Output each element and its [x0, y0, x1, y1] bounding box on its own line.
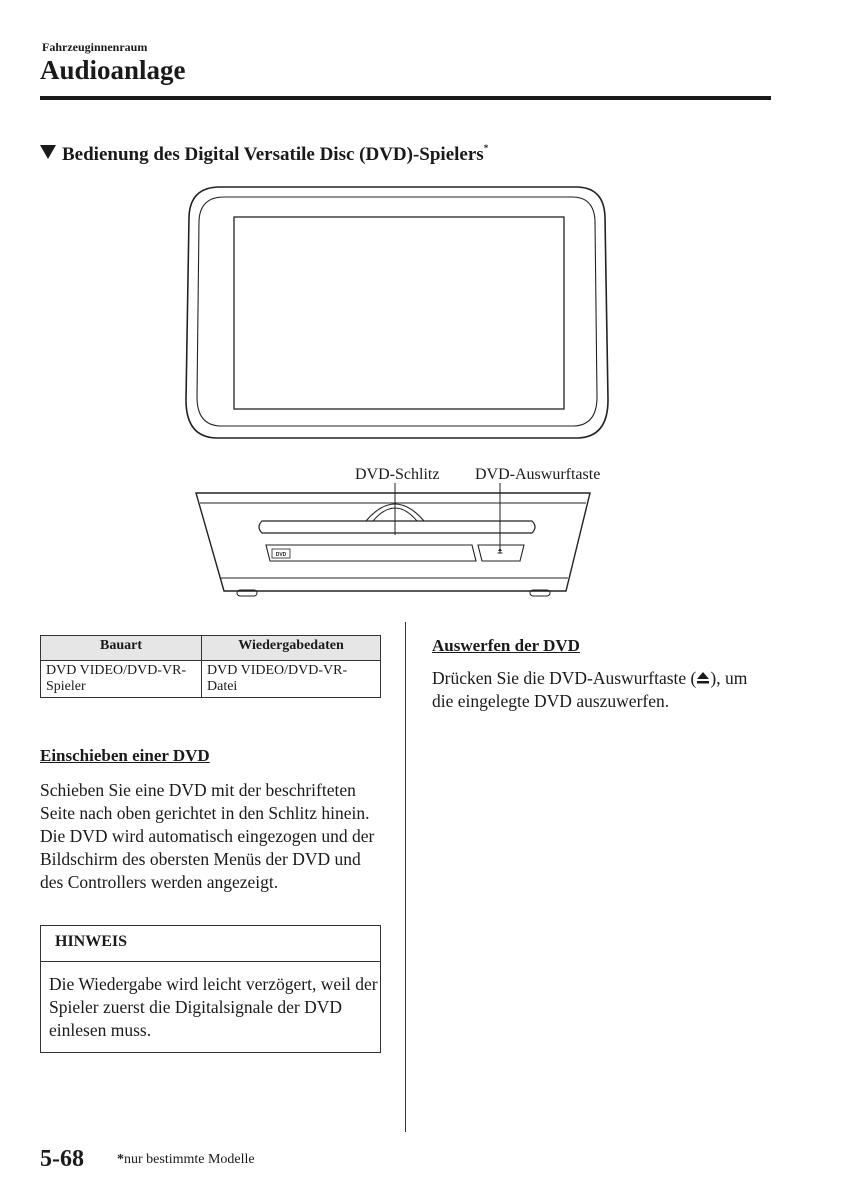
triangle-bullet-icon: [40, 145, 56, 159]
display-monitor: [186, 187, 608, 438]
dvd-unit: [196, 493, 590, 596]
table-header-cell: Wiedergabedaten: [202, 636, 381, 661]
eject-text-before: Drücken Sie die DVD-Auswurftaste (: [432, 668, 697, 688]
section-heading: [40, 143, 488, 166]
callout-dvd-slot: DVD-Schlitz: [355, 466, 440, 483]
spec-table: [40, 635, 381, 698]
insert-heading: Einschieben einer DVD: [40, 746, 210, 765]
table-cell: DVD VIDEO/DVD-VR-Datei: [202, 661, 381, 698]
insert-body: Schieben Sie eine DVD mit der beschrifteten Seite nach oben gerichtet in den Schlitz hinein. Die DVD wird automatisch eingezogen und der Bildschirm des obersten Menüs der DVD und des Controllers werden angezeigt.: [40, 780, 375, 892]
dvd-logo-text: DVD: [275, 552, 287, 558]
eject-icon: [498, 548, 502, 551]
section-label: Fahrzeuginnenraum: [42, 40, 148, 54]
eject-icon: [696, 671, 710, 685]
table-cell: DVD VIDEO/DVD-VR-Spieler: [41, 661, 202, 698]
footnote-text: nur bestimmte Modelle: [124, 1152, 255, 1167]
dvd-player-illustration: [180, 185, 620, 625]
title-rule: [40, 96, 771, 100]
eject-body: [432, 667, 772, 713]
footnote: [117, 1152, 255, 1168]
heading-text: Bedienung des Digital Versatile Disc (DVD)-Spielers: [62, 144, 484, 165]
heading-asterisk: *: [483, 143, 489, 153]
table-header-row: [41, 636, 381, 661]
eject-heading: Auswerfen der DVD: [432, 636, 580, 655]
note-title: HINWEIS: [41, 926, 380, 962]
table-row: [41, 661, 381, 698]
table-header-cell: Bauart: [41, 636, 202, 661]
column-divider: [405, 622, 406, 1132]
note-body: Die Wiedergabe wird leicht verzögert, weil der Spieler zuerst die Digitalsignale der DVD einlesen muss.: [49, 974, 378, 1040]
page-title: Audioanlage: [40, 55, 186, 85]
callout-eject-button: DVD-Auswurftaste: [475, 466, 601, 483]
display-screen: [234, 217, 564, 409]
footnote-star: *: [117, 1152, 124, 1167]
eject-text-after: ), um die eingelegte DVD auszuwerfen.: [432, 668, 748, 711]
dvd-slot[interactable]: [259, 521, 535, 533]
note-box: [40, 925, 381, 1053]
page-number: 5-68: [40, 1146, 84, 1172]
